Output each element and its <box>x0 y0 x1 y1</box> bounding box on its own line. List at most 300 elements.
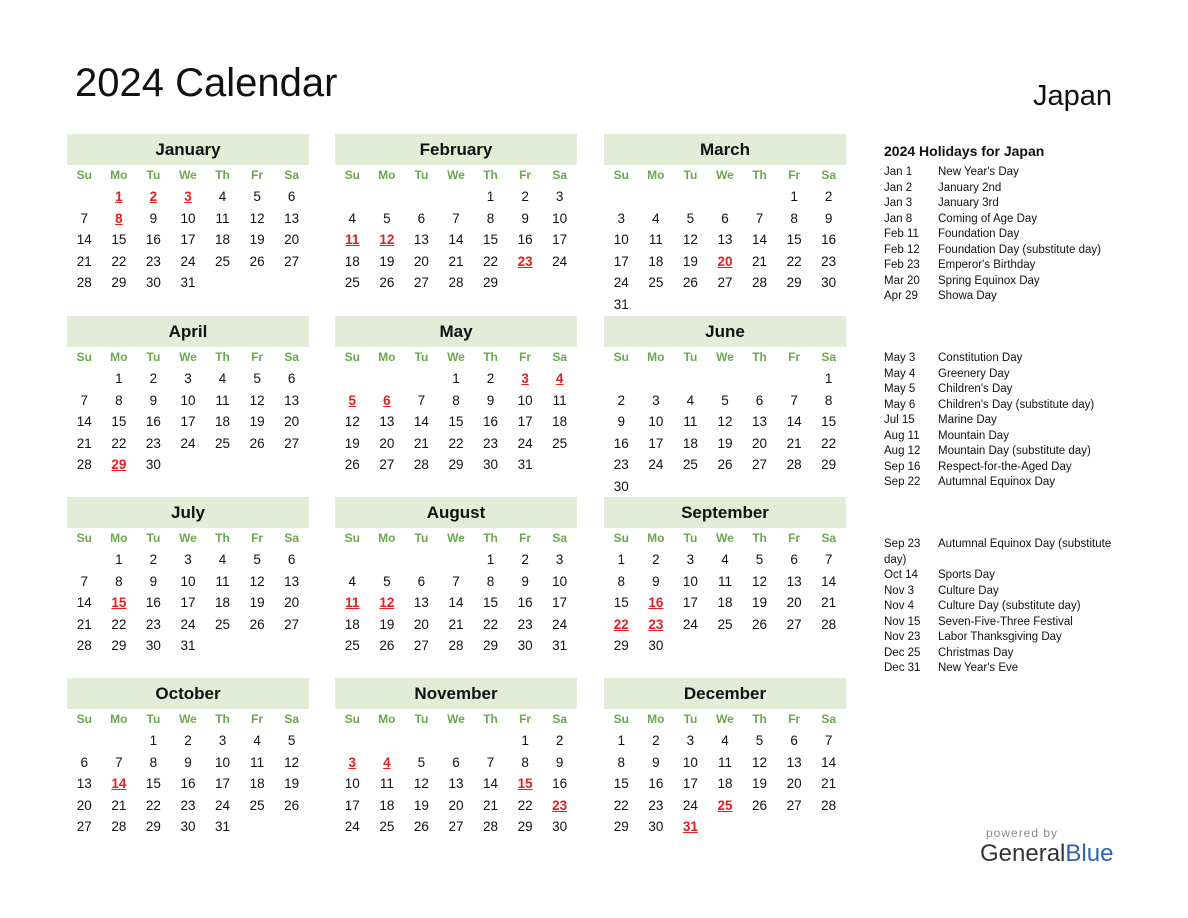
holiday-date: Aug 12 <box>884 445 921 457</box>
day-cell: 5 <box>253 189 261 204</box>
weekday-header: Mo <box>110 712 128 726</box>
holiday-item <box>884 413 1114 429</box>
day-cell: 16 <box>145 414 161 429</box>
day-cell: 18 <box>648 253 664 269</box>
day-cell: 23 <box>613 457 629 472</box>
day-cell: 2 <box>617 392 626 408</box>
day-cell: 23 <box>145 616 161 632</box>
day-cell: 18 <box>717 776 733 791</box>
holiday-date: May 3 <box>884 352 916 364</box>
day-cell: 18 <box>344 253 360 269</box>
holiday-date: Mar 20 <box>884 274 920 287</box>
day-cell: 14 <box>786 414 802 429</box>
weekday-header: Su <box>613 350 629 364</box>
day-cell: 7 <box>80 392 89 408</box>
empty-day-cell <box>335 186 370 208</box>
weekday-header: Sa <box>821 531 836 545</box>
day-cell: 9 <box>652 573 660 589</box>
day-cell: 17 <box>215 776 231 791</box>
day-cell: 11 <box>379 776 394 791</box>
month-january <box>67 134 309 294</box>
day-cell: 19 <box>249 595 265 610</box>
weekday-header: Fr <box>788 350 801 364</box>
holiday-day-cell: 22 <box>613 616 629 632</box>
day-cell: 27 <box>413 638 429 653</box>
holiday-name: Culture Day <box>938 584 999 597</box>
holiday-day-cell: 1 <box>115 189 123 204</box>
holiday-date: Nov 23 <box>884 631 921 643</box>
weekday-header: Th <box>483 531 498 545</box>
day-cell: 9 <box>149 573 158 589</box>
day-cell: 6 <box>417 573 426 589</box>
day-cell: 20 <box>379 435 395 451</box>
day-cell: 11 <box>717 754 732 770</box>
weekday-header: Th <box>483 712 498 726</box>
weekday-header: Sa <box>821 712 836 726</box>
day-cell: 28 <box>448 638 464 653</box>
holiday-date: Apr 29 <box>884 290 918 302</box>
day-cell: 30 <box>613 478 629 494</box>
holiday-name: Foundation Day <box>938 228 1020 240</box>
day-cell: 19 <box>284 776 300 791</box>
day-cell: 4 <box>218 371 227 386</box>
weekday-header: We <box>716 531 734 545</box>
weekday-header: Mo <box>378 712 396 726</box>
holiday-date: May 4 <box>884 367 916 380</box>
day-cell: 17 <box>648 435 664 451</box>
day-cell: 17 <box>344 797 360 813</box>
day-cell: 20 <box>76 797 92 813</box>
day-cell: 31 <box>215 819 231 834</box>
day-cell: 10 <box>648 414 664 429</box>
day-cell: 2 <box>521 189 529 204</box>
month-april <box>67 316 309 476</box>
day-cell: 27 <box>752 457 768 472</box>
day-cell: 4 <box>348 210 357 226</box>
day-cell: 21 <box>483 797 499 813</box>
day-cell: 25 <box>215 253 231 269</box>
day-cell: 13 <box>752 414 768 429</box>
month-days <box>335 347 577 476</box>
weekday-header: We <box>447 168 465 182</box>
day-cell: 21 <box>76 435 92 451</box>
day-cell: 10 <box>215 754 231 770</box>
day-cell: 6 <box>80 754 89 770</box>
day-cell: 27 <box>786 797 802 813</box>
day-cell: 1 <box>790 189 798 204</box>
day-cell: 2 <box>824 189 833 204</box>
day-cell: 28 <box>786 457 802 472</box>
holiday-item <box>884 661 1114 677</box>
holiday-date: Jan 1 <box>884 166 913 178</box>
day-cell: 17 <box>613 253 629 269</box>
holiday-day-cell: 5 <box>348 392 357 408</box>
holiday-name: Foundation Day (substitute day) <box>938 243 1102 256</box>
holiday-item <box>884 351 1114 367</box>
day-cell: 2 <box>652 552 660 567</box>
weekday-header: Mo <box>110 168 128 182</box>
day-cell: 10 <box>552 573 568 589</box>
holiday-item <box>884 599 1114 615</box>
day-cell: 19 <box>249 232 265 247</box>
weekday-header: Fr <box>788 712 801 726</box>
weekday-header: Su <box>344 531 360 545</box>
empty-day-cell <box>742 186 777 208</box>
day-cell: 22 <box>111 435 127 451</box>
day-cell: 10 <box>517 392 533 408</box>
day-cell: 14 <box>821 573 837 589</box>
holiday-name: Coming of Age Day <box>938 212 1038 225</box>
weekday-header: Su <box>613 168 629 182</box>
day-cell: 22 <box>821 435 837 451</box>
day-cell: 31 <box>180 275 196 290</box>
holiday-date: Jul 15 <box>884 414 915 426</box>
day-cell: 28 <box>76 457 92 472</box>
empty-day-cell <box>335 730 370 752</box>
day-cell: 20 <box>413 253 429 269</box>
day-cell: 15 <box>786 232 802 247</box>
day-cell: 22 <box>483 616 499 632</box>
day-cell: 16 <box>483 414 499 429</box>
day-cell: 3 <box>184 552 192 567</box>
day-cell: 1 <box>521 733 529 748</box>
day-cell: 19 <box>379 616 395 632</box>
day-cell: 3 <box>218 733 227 748</box>
holiday-name: January 3rd <box>938 197 999 209</box>
weekday-header: Tu <box>683 712 698 726</box>
weekday-header: Sa <box>552 350 567 364</box>
day-cell: 24 <box>180 435 196 451</box>
day-cell: 18 <box>552 414 568 429</box>
weekday-header: Sa <box>284 531 299 545</box>
month-title: February <box>335 134 577 165</box>
day-cell: 8 <box>486 210 495 226</box>
day-cell: 18 <box>215 414 231 429</box>
day-cell: 30 <box>552 819 568 834</box>
day-cell: 13 <box>284 392 300 408</box>
day-cell: 9 <box>184 754 192 770</box>
holiday-date: Nov 15 <box>884 615 921 628</box>
weekday-header: Sa <box>284 350 299 364</box>
day-cell: 8 <box>617 754 626 770</box>
holiday-item <box>884 181 1114 197</box>
day-cell: 21 <box>821 776 837 791</box>
day-cell: 12 <box>413 776 429 791</box>
day-cell: 5 <box>383 210 391 226</box>
day-cell: 19 <box>249 414 265 429</box>
holidays-title: 2024 Holidays for Japan <box>884 143 1045 159</box>
day-cell: 30 <box>517 638 533 653</box>
weekday-header: Mo <box>110 350 128 364</box>
holiday-list-q1 <box>884 165 1114 305</box>
empty-day-cell <box>777 368 812 390</box>
holiday-date: Sep 23 <box>884 538 921 550</box>
day-cell: 13 <box>379 414 395 429</box>
day-cell: 9 <box>617 414 626 429</box>
day-cell: 15 <box>613 595 629 610</box>
weekday-header: Su <box>344 712 360 726</box>
day-cell: 11 <box>552 392 567 408</box>
day-cell: 27 <box>379 457 395 472</box>
day-cell: 10 <box>344 776 360 791</box>
day-cell: 28 <box>76 638 92 653</box>
holiday-name: Marine Day <box>938 414 997 426</box>
weekday-header: Tu <box>414 712 429 726</box>
weekday-header: Mo <box>647 350 665 364</box>
weekday-header: Tu <box>146 168 161 182</box>
day-cell: 13 <box>413 595 429 610</box>
day-cell: 17 <box>180 414 196 429</box>
day-cell: 22 <box>111 616 127 632</box>
day-cell: 14 <box>76 595 92 610</box>
holiday-name: Respect-for-the-Aged Day <box>938 460 1072 473</box>
day-cell: 14 <box>821 754 837 770</box>
day-cell: 29 <box>111 275 127 290</box>
day-cell: 16 <box>648 776 664 791</box>
day-cell: 2 <box>486 371 495 386</box>
day-cell: 6 <box>287 552 296 567</box>
month-may <box>335 316 577 476</box>
holiday-name: Culture Day (substitute day) <box>938 600 1081 612</box>
month-title: January <box>67 134 309 165</box>
day-cell: 18 <box>249 776 265 791</box>
holiday-day-cell: 14 <box>111 776 127 791</box>
day-cell: 1 <box>149 733 158 748</box>
weekday-header: Th <box>483 168 498 182</box>
holiday-day-cell: 3 <box>521 371 529 386</box>
day-cell: 21 <box>448 253 464 269</box>
holiday-item <box>884 227 1114 243</box>
holiday-name: Autumnal Equinox Day (substitute day) <box>884 538 1112 566</box>
day-cell: 27 <box>284 435 300 451</box>
month-title: June <box>604 316 846 347</box>
holiday-date: Feb 12 <box>884 243 920 256</box>
day-cell: 25 <box>682 457 698 472</box>
day-cell: 4 <box>348 573 357 589</box>
weekday-header: Tu <box>146 531 161 545</box>
holiday-date: Aug 11 <box>884 429 920 442</box>
holiday-date: Dec 25 <box>884 646 921 659</box>
day-cell: 30 <box>821 275 837 290</box>
weekday-header: Mo <box>378 350 396 364</box>
weekday-header: Fr <box>519 350 532 364</box>
month-days <box>604 709 846 838</box>
day-cell: 25 <box>215 616 231 632</box>
holiday-item <box>884 367 1114 383</box>
day-cell: 1 <box>486 552 495 567</box>
holiday-date: May 6 <box>884 398 916 411</box>
holiday-item <box>884 243 1114 259</box>
country-name: Japan <box>1032 80 1112 112</box>
holiday-name: Sports Day <box>938 569 995 581</box>
day-cell: 4 <box>652 210 660 226</box>
day-cell: 13 <box>284 573 300 589</box>
day-cell: 9 <box>555 754 564 770</box>
day-cell: 24 <box>613 275 629 290</box>
day-cell: 12 <box>249 573 265 589</box>
day-cell: 25 <box>344 275 360 290</box>
day-cell: 4 <box>721 733 729 748</box>
weekday-header: Th <box>215 531 230 545</box>
day-cell: 1 <box>617 552 626 567</box>
day-cell: 26 <box>752 797 768 813</box>
day-cell: 14 <box>76 414 92 429</box>
day-cell: 9 <box>824 210 833 226</box>
day-cell: 16 <box>821 232 837 247</box>
day-cell: 26 <box>682 275 698 290</box>
day-cell: 26 <box>249 616 265 632</box>
day-cell: 27 <box>284 616 300 632</box>
day-cell: 20 <box>786 776 802 791</box>
weekday-header: Mo <box>647 168 665 182</box>
weekday-header: We <box>716 350 734 364</box>
empty-day-cell <box>473 730 508 752</box>
day-cell: 15 <box>483 232 499 247</box>
holiday-day-cell: 11 <box>345 232 360 247</box>
holiday-date: Sep 16 <box>884 460 921 473</box>
day-cell: 18 <box>717 595 733 610</box>
day-cell: 26 <box>379 275 395 290</box>
day-cell: 21 <box>76 253 92 269</box>
month-december <box>604 678 846 838</box>
day-cell: 17 <box>180 595 196 610</box>
holiday-day-cell: 11 <box>345 595 360 610</box>
weekday-header: Sa <box>284 168 299 182</box>
day-cell: 3 <box>555 552 564 567</box>
day-cell: 19 <box>379 253 395 269</box>
day-cell: 5 <box>383 573 391 589</box>
month-title: December <box>604 678 846 709</box>
holiday-day-cell: 23 <box>648 616 664 632</box>
day-cell: 30 <box>145 457 161 472</box>
empty-day-cell <box>604 368 639 390</box>
empty-day-cell <box>67 186 102 208</box>
month-title: August <box>335 497 577 528</box>
month-october <box>67 678 309 838</box>
day-cell: 25 <box>717 616 733 632</box>
day-cell: 22 <box>111 253 127 269</box>
holiday-day-cell: 20 <box>717 253 733 269</box>
weekday-header: Mo <box>647 531 665 545</box>
day-cell: 29 <box>613 638 629 653</box>
empty-day-cell <box>439 549 474 571</box>
holiday-name: Showa Day <box>938 290 997 302</box>
weekday-header: Mo <box>110 531 128 545</box>
holiday-day-cell: 4 <box>555 371 564 386</box>
month-june <box>604 316 846 497</box>
day-cell: 1 <box>115 552 123 567</box>
holiday-item <box>884 398 1114 414</box>
day-cell: 2 <box>149 371 158 386</box>
holiday-name: Labor Thanksgiving Day <box>938 631 1062 643</box>
day-cell: 5 <box>686 210 695 226</box>
day-cell: 17 <box>552 595 568 610</box>
day-cell: 28 <box>448 275 464 290</box>
day-cell: 22 <box>145 797 161 813</box>
day-cell: 7 <box>824 552 833 567</box>
day-cell: 13 <box>717 232 733 247</box>
holiday-name: New Year's Eve <box>938 662 1019 674</box>
holiday-day-cell: 2 <box>149 189 158 204</box>
day-cell: 26 <box>249 253 265 269</box>
day-cell: 25 <box>648 275 664 290</box>
day-cell: 19 <box>682 253 698 269</box>
holiday-day-cell: 15 <box>517 776 533 791</box>
day-cell: 16 <box>552 776 568 791</box>
day-cell: 24 <box>180 616 196 632</box>
holiday-name: Children's Day <box>938 383 1013 395</box>
day-cell: 28 <box>111 819 127 834</box>
weekday-header: Tu <box>146 350 161 364</box>
day-cell: 27 <box>76 819 92 834</box>
day-cell: 16 <box>145 595 161 610</box>
day-cell: 21 <box>821 595 837 610</box>
weekday-header: Fr <box>251 350 264 364</box>
empty-day-cell <box>673 368 708 390</box>
day-cell: 14 <box>413 414 429 429</box>
empty-day-cell <box>102 730 137 752</box>
month-days <box>604 528 846 657</box>
powered-by-text: powered by <box>986 826 1059 840</box>
day-cell: 24 <box>552 253 568 269</box>
holiday-date: Nov 4 <box>884 600 915 612</box>
day-cell: 5 <box>253 371 261 386</box>
holiday-name: Christmas Day <box>938 646 1014 659</box>
weekday-header: Fr <box>251 712 264 726</box>
day-cell: 7 <box>486 754 495 770</box>
month-title: October <box>67 678 309 709</box>
holiday-item <box>884 475 1114 491</box>
day-cell: 11 <box>215 392 230 408</box>
holiday-name: Seven-Five-Three Festival <box>938 615 1073 628</box>
holiday-date: Dec 31 <box>884 662 921 674</box>
holiday-day-cell: 6 <box>383 392 391 408</box>
day-cell: 13 <box>76 776 92 791</box>
day-cell: 1 <box>824 371 833 386</box>
weekday-header: Su <box>76 168 92 182</box>
holiday-name: Emperor's Birthday <box>938 259 1036 271</box>
holiday-date: Feb 11 <box>884 228 919 240</box>
empty-day-cell <box>708 186 743 208</box>
day-cell: 1 <box>115 371 123 386</box>
day-cell: 15 <box>483 595 499 610</box>
weekday-header: Su <box>76 712 92 726</box>
day-cell: 5 <box>287 733 296 748</box>
day-cell: 4 <box>686 392 695 408</box>
empty-day-cell <box>742 368 777 390</box>
weekday-header: Fr <box>788 531 801 545</box>
day-cell: 27 <box>717 275 733 290</box>
holiday-day-cell: 16 <box>648 595 664 610</box>
day-cell: 22 <box>517 797 533 813</box>
day-cell: 25 <box>215 435 231 451</box>
day-cell: 2 <box>149 552 158 567</box>
day-cell: 14 <box>76 232 92 247</box>
day-cell: 29 <box>786 275 802 290</box>
day-cell: 29 <box>821 457 837 472</box>
month-september <box>604 497 846 657</box>
weekday-header: Tu <box>683 350 698 364</box>
day-cell: 21 <box>786 435 802 451</box>
empty-day-cell <box>708 368 743 390</box>
day-cell: 4 <box>218 189 227 204</box>
month-title: July <box>67 497 309 528</box>
day-cell: 28 <box>821 797 837 813</box>
holiday-item <box>884 258 1114 274</box>
weekday-header: We <box>179 350 197 364</box>
day-cell: 19 <box>752 776 768 791</box>
weekday-header: Fr <box>251 531 264 545</box>
